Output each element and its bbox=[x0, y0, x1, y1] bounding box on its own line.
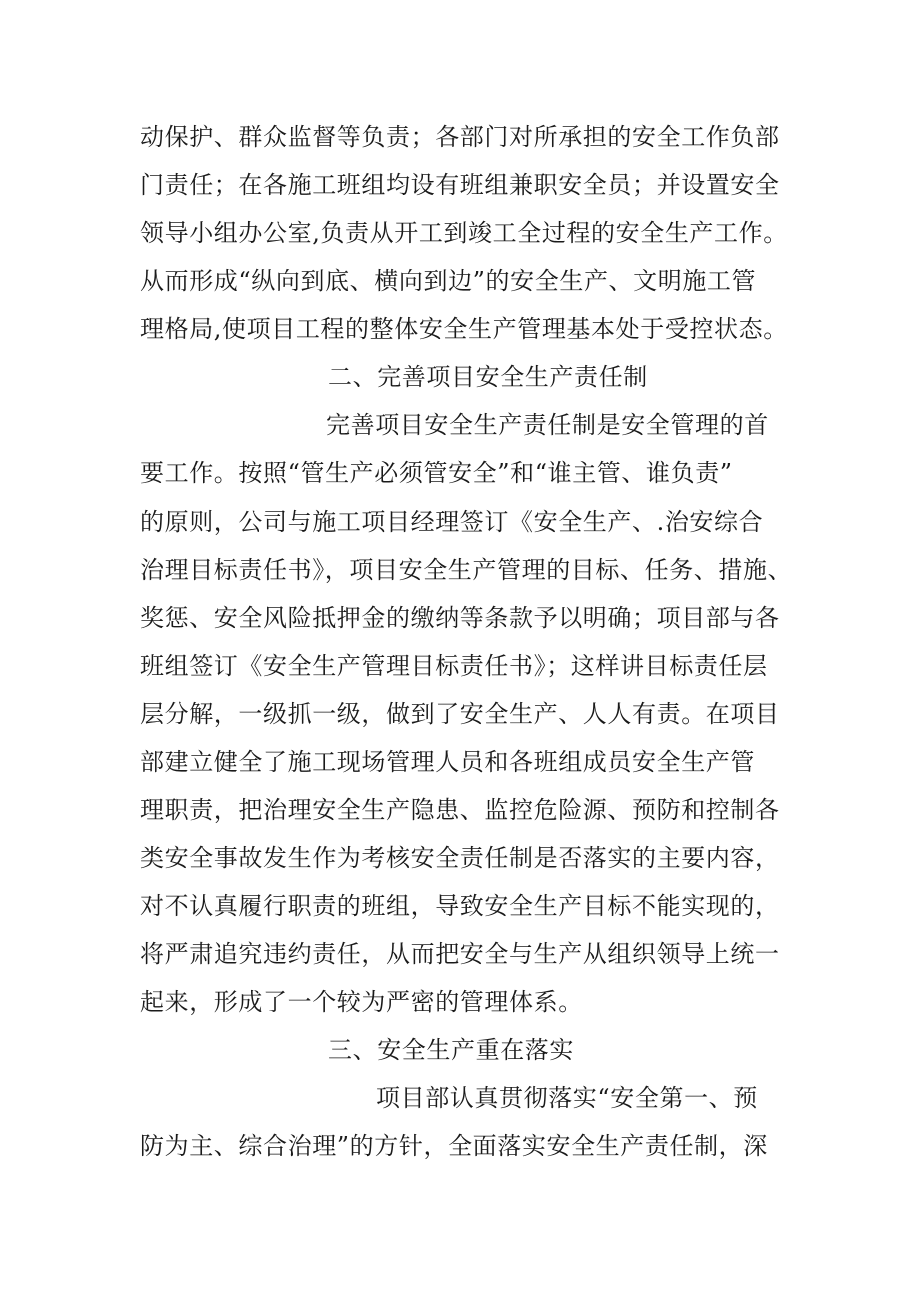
paragraph-line: 防为主、综合治理”的方针，全面落实安全生产责任制，深 bbox=[140, 1132, 768, 1160]
paragraph-line: 理格局,使项目工程的整体安全生产管理基本处于受控状态。 bbox=[140, 315, 788, 343]
paragraph-line: 理职责，把治理安全生产隐患、监控危险源、预防和控制各 bbox=[140, 796, 780, 824]
section-heading-3: 三、安全生产重在落实 bbox=[328, 1036, 574, 1064]
paragraph-line: 对不认真履行职责的班组，导致安全生产目标不能实现的， bbox=[140, 892, 780, 920]
paragraph-line: 项目部认真贯彻落实“安全第一、预 bbox=[376, 1084, 758, 1112]
paragraph-line: 部建立健全了施工现场管理人员和各班组成员安全生产管 bbox=[140, 748, 755, 776]
paragraph-line: 门责任；在各施工班组均设有班组兼职安全员；并设置安全 bbox=[140, 171, 780, 199]
paragraph-line: 起来，形成了一个较为严密的管理体系。 bbox=[140, 988, 583, 1016]
paragraph-line: 层分解，一级抓一级，做到了安全生产、人人有责。在项目 bbox=[140, 700, 780, 728]
paragraph-line: 完善项目安全生产责任制是安全管理的首 bbox=[326, 411, 769, 439]
paragraph-line: 治理目标责任书》，项目安全生产管理的目标、任务、措施、 bbox=[140, 556, 793, 584]
section-heading-2: 二、完善项目安全生产责任制 bbox=[328, 363, 648, 391]
paragraph-line: 班组签订《安全生产管理目标责任书》；这样讲目标责任层 bbox=[140, 652, 768, 680]
paragraph-line: 动保护、群众监督等负责；各部门对所承担的安全工作负部 bbox=[140, 123, 780, 151]
paragraph-line: 要工作。按照“管生产必须管安全”和“谁主管、谁负责” bbox=[140, 459, 733, 487]
paragraph-line: 从而形成“纵向到底、横向到边”的安全生产、文明施工管 bbox=[140, 267, 757, 295]
paragraph-line: 的原则，公司与施工项目经理签订《安全生产、.治安综合 bbox=[140, 508, 764, 536]
paragraph-line: 奖惩、安全风险抵押金的缴纳等条款予以明确；项目部与各 bbox=[140, 604, 780, 632]
paragraph-line: 领导小组办公室,负责从开工到竣工全过程的安全生产工作。 bbox=[140, 219, 788, 247]
paragraph-line: 将严肃追究违约责任，从而把安全与生产从组织领导上统一 bbox=[140, 940, 780, 968]
paragraph-line: 类安全事故发生作为考核安全责任制是否落实的主要内容， bbox=[140, 844, 780, 872]
